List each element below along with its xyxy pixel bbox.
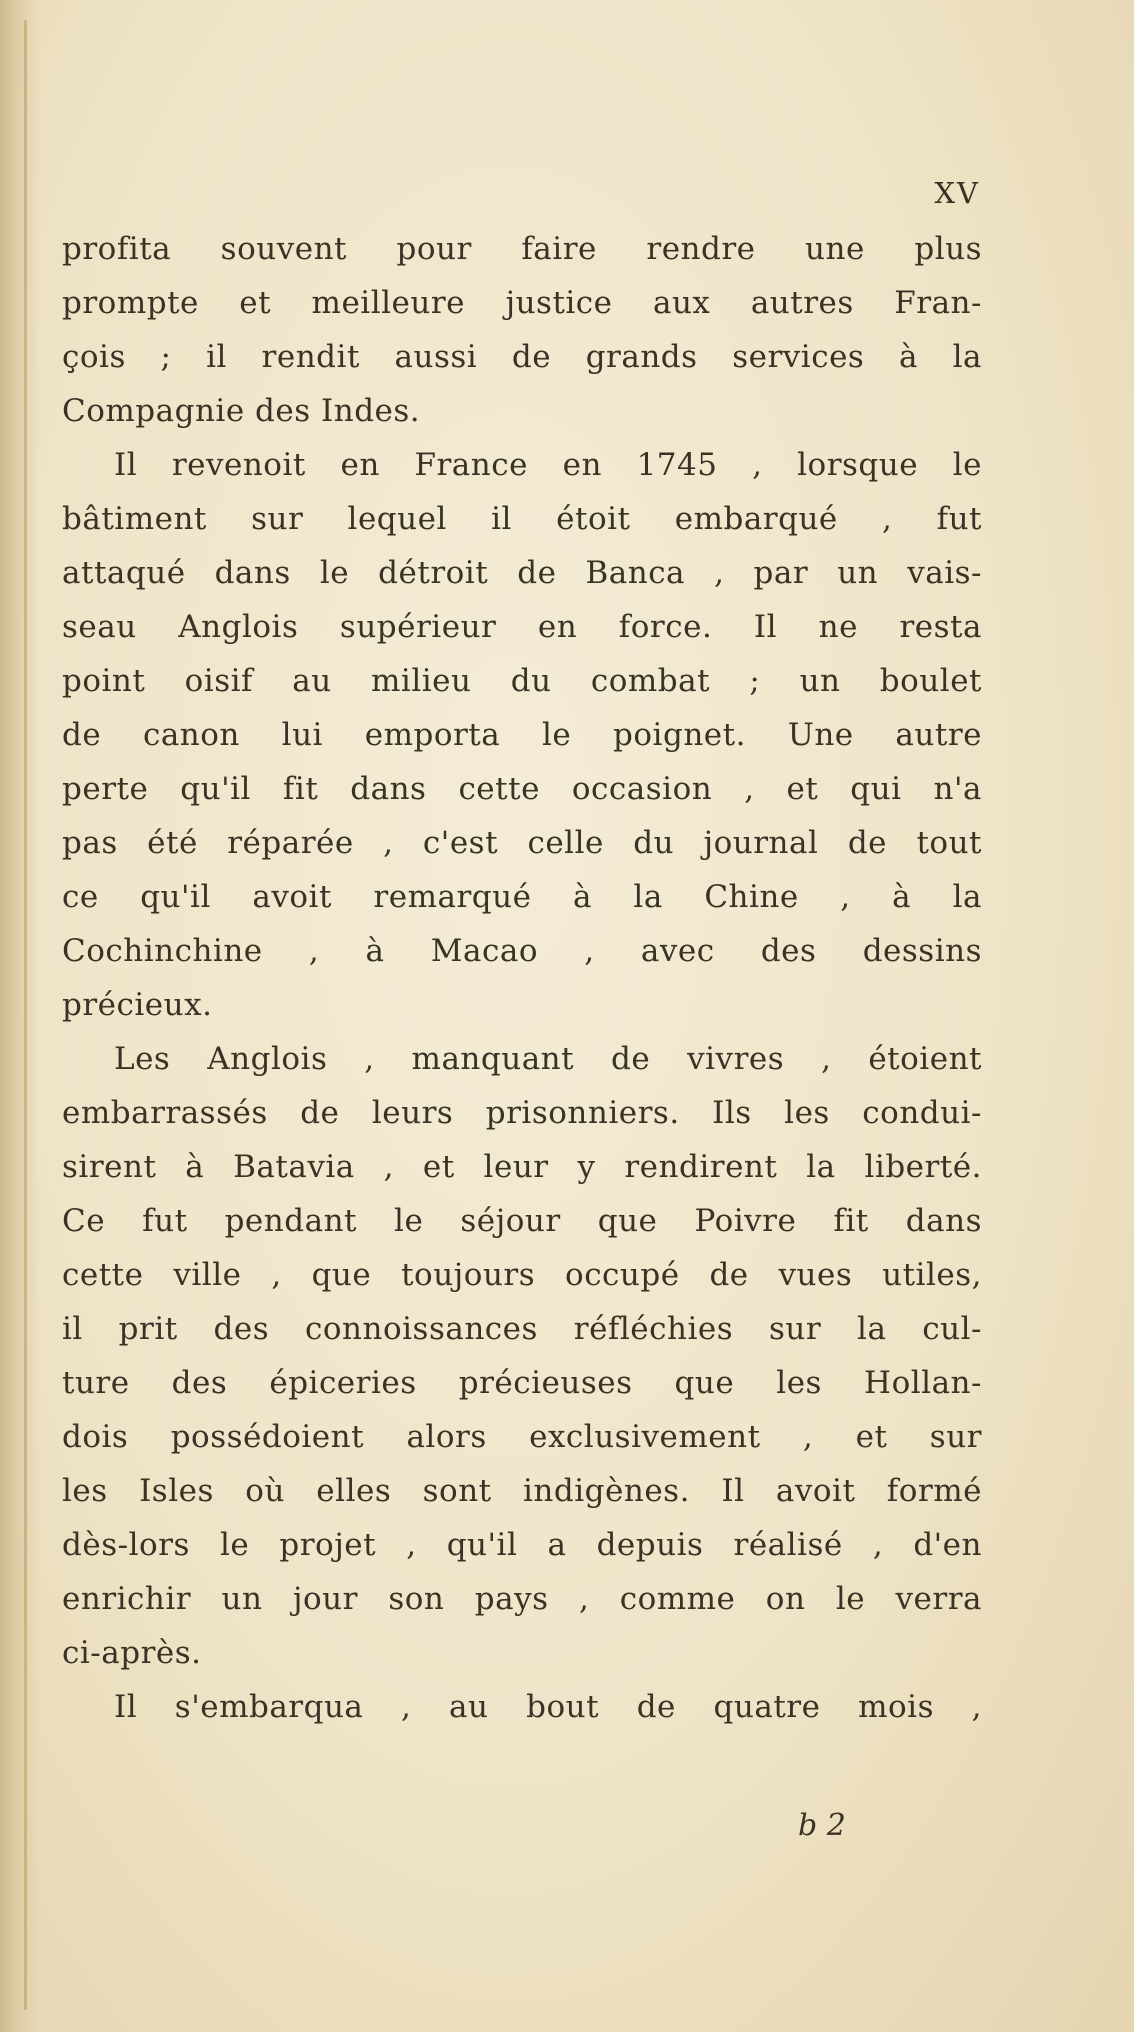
body-text (62, 222, 982, 1734)
text-line: sirent à Batavia , et leur y rendirent la liberté. (62, 1149, 982, 1185)
text-line: de canon lui emporta le poignet. Une autre (62, 717, 982, 753)
text-line: ci-après. (62, 1635, 202, 1671)
text-line: les Isles où elles sont indigènes. Il avoit formé (62, 1473, 982, 1509)
text-line: Ce fut pendant le séjour que Poivre fit dans (62, 1203, 982, 1239)
text-line: profita souvent pour faire rendre une plus (62, 231, 982, 267)
paragraph-start-line: Il revenoit en France en 1745 , lorsque le (114, 447, 982, 483)
text-line: bâtiment sur lequel il étoit embarqué , fut (62, 501, 982, 537)
page-gutter (0, 0, 40, 2032)
text-line: cette ville , que toujours occupé de vues utiles, (62, 1257, 982, 1293)
text-line: il prit des connoissances réfléchies sur la cul- (62, 1311, 982, 1347)
text-line: Cochinchine , à Macao , avec des dessins (62, 933, 982, 969)
text-line: pas été réparée , c'est celle du journal de tout (62, 825, 982, 861)
text-line: attaqué dans le détroit de Banca , par un vais- (62, 555, 982, 591)
signature-mark: b 2 (798, 1808, 846, 1843)
binding-edge (24, 20, 27, 2010)
text-line: enrichir un jour son pays , comme on le verra (62, 1581, 982, 1617)
text-line: dois possédoient alors exclusivement , et sur (62, 1419, 982, 1455)
paragraph-start-line: Les Anglois , manquant de vivres , étoient (114, 1041, 982, 1077)
text-line: précieux. (62, 987, 213, 1023)
text-line: point oisif au milieu du combat ; un boulet (62, 663, 982, 699)
page-number: XV (934, 176, 980, 210)
paragraph-start-line: Il s'embarqua , au bout de quatre mois , (114, 1689, 982, 1725)
text-line: ce qu'il avoit remarqué à la Chine , à la (62, 879, 982, 915)
text-line: perte qu'il fit dans cette occasion , et qui n'a (62, 771, 982, 807)
text-line: Compagnie des Indes. (62, 393, 421, 429)
text-line: dès-lors le projet , qu'il a depuis réalisé , d'en (62, 1527, 982, 1563)
text-line: embarrassés de leurs prisonniers. Ils les condui- (62, 1095, 982, 1131)
text-line: prompte et meilleure justice aux autres Fran- (62, 285, 982, 321)
text-line: çois ; il rendit aussi de grands services à la (62, 339, 982, 375)
text-line: seau Anglois supérieur en force. Il ne resta (62, 609, 982, 645)
text-line: ture des épiceries précieuses que les Hollan- (62, 1365, 982, 1401)
